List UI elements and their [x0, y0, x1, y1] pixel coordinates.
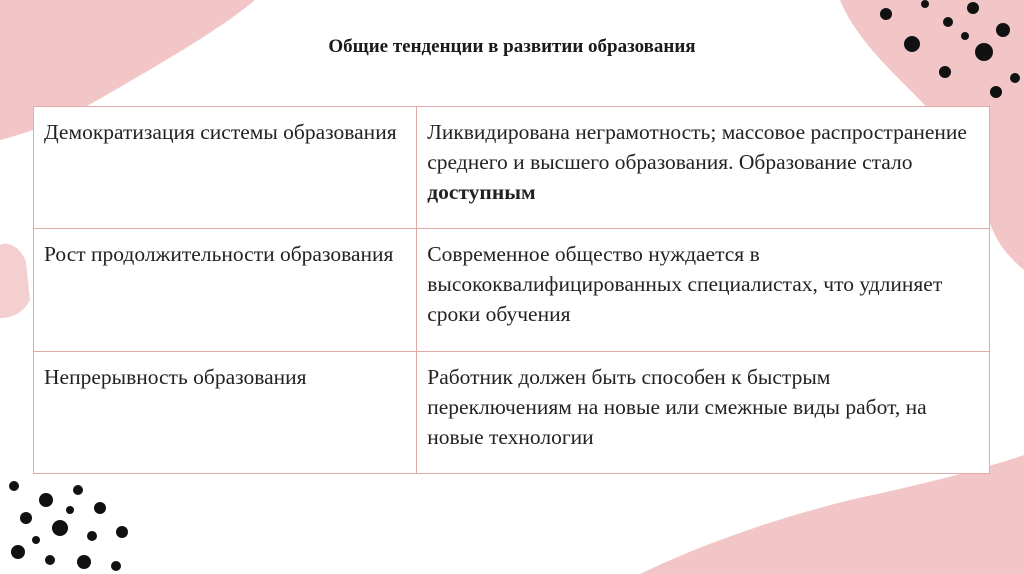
pink-brush-left — [0, 244, 30, 318]
slide-title: Общие тенденции в развитии образования — [328, 36, 696, 57]
table-row — [34, 107, 990, 229]
description-cell: Современное общество нуждается в высококвалифицированных специалистах, что удлиняет сроки обучения — [417, 229, 990, 351]
table-row — [34, 351, 990, 473]
description-text: Ликвидирована неграмотность; массовое распространение среднего и высшего образования. Образование стало — [427, 120, 967, 174]
description-bold-text: доступным — [427, 180, 536, 204]
table-row — [34, 229, 990, 351]
description-cell: Работник должен быть способен к быстрым переключениям на новые или смежные виды работ, на новые технологии — [417, 351, 990, 473]
trend-cell: Рост продолжительности образования — [34, 229, 417, 351]
trend-cell: Демократизация системы образования — [34, 107, 417, 229]
dots-bottom-left — [9, 481, 128, 571]
trends-table — [33, 106, 990, 474]
description-cell — [417, 107, 990, 229]
trend-cell: Непрерывность образования — [34, 351, 417, 473]
